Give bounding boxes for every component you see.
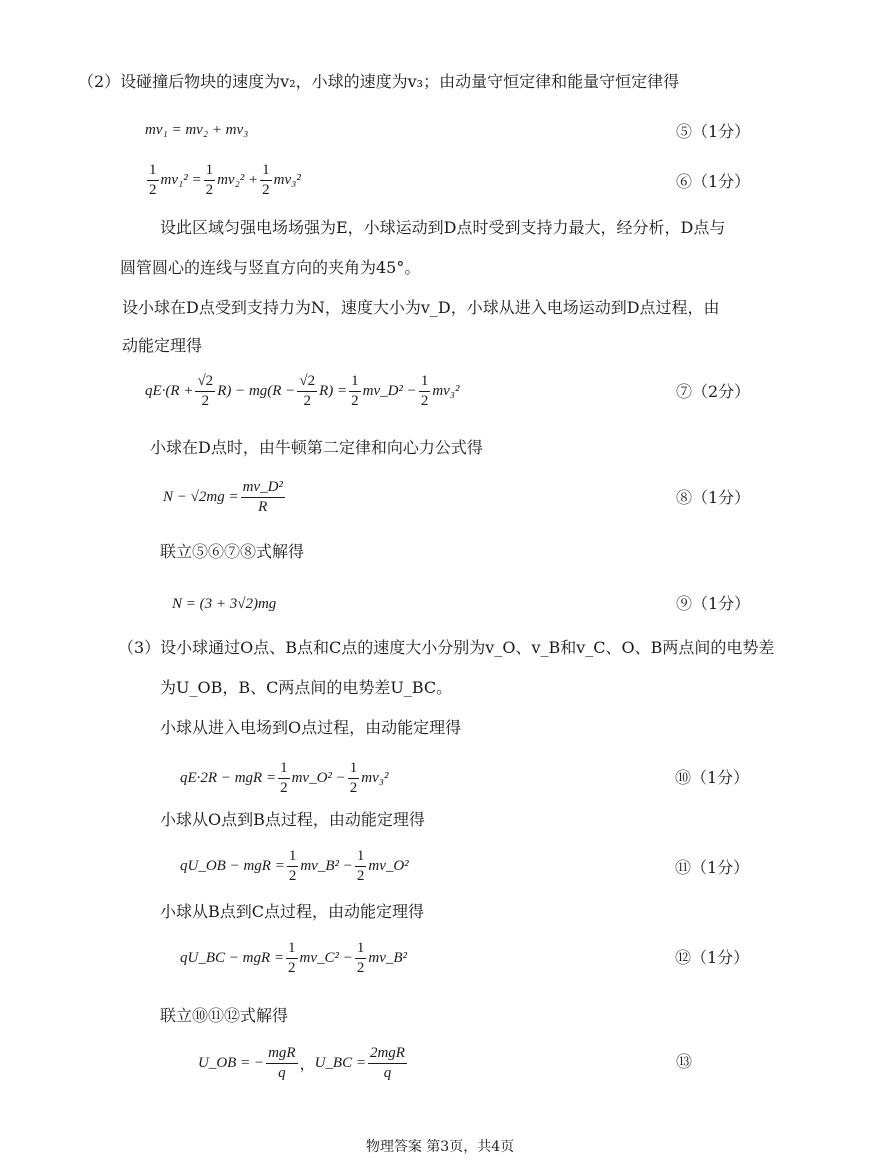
eq8-lhs: N − √2mg = [163,488,239,505]
equation-7 [145,368,460,414]
eq11-part-b: mv_O² [368,857,409,874]
half-fraction: $\frac{1}{2}$ [280,759,288,796]
eq9-score: ⑨（1分） [676,594,751,613]
sqrt2-over-2: $\frac{√2}{2}$ [197,372,214,409]
eq7-part-a: qE·(R + [145,382,194,399]
eq11-part-a: mv_B² − [300,857,353,874]
eq11-score: ⑪（1分） [675,858,750,877]
eq7-part-b: R) − mg(R − [217,382,296,399]
equation-5 [145,118,248,142]
eq13-fraction-1: $\frac{\text{mgR}}{q}$ [268,1044,296,1081]
eq10-part-b: mv₃² [361,769,389,786]
eq8-score: ⑧（1分） [676,488,751,507]
half-fraction: $\frac{1}{2}$ [149,161,157,198]
eq11-lhs: qU_OB − mgR = [180,857,285,874]
eq13-part-b: U_BC = [314,1054,366,1071]
sqrt2-over-2: $\frac{√2}{2}$ [299,372,316,409]
eq6-prefix: mv₁² = [160,171,202,188]
part3-intro: （3）设小球通过O点、B点和C点的速度大小分别为v_O、v_B和v_C、O、B两点间的电势差 [118,638,775,657]
part2-para2b: 动能定理得 [122,336,203,355]
half-fraction: $\frac{1}{2}$ [262,161,270,198]
part3-para2: 小球从O点到B点过程，由动能定理得 [160,810,425,829]
half-fraction: $\frac{1}{2}$ [356,939,365,976]
eq10-score: ⑩（1分） [675,768,750,787]
eq12-lhs: qU_BC − mgR = [180,949,284,966]
equation-6 [145,158,301,202]
part2-intro: （2）设碰撞后物块的速度为v₂，小球的速度为v₃；由动量守恒定律和能量守恒定律得 [78,72,680,91]
eq13-part-a: U_OB = − [198,1054,265,1071]
half-fraction: $\frac{1}{2}$ [205,161,214,198]
eq13-separator: ， [299,1056,315,1073]
eq7-part-c: R) = [319,382,348,399]
half-fraction: $\frac{1}{2}$ [356,847,365,884]
half-fraction: $\frac{1}{2}$ [288,939,296,976]
eq7-score: ⑦（2分） [676,382,751,401]
part3-intro2: 为U_OB，B、C两点间的电势差U_BC。 [160,678,453,697]
equation-11 [180,844,409,888]
eq5-rhs: = mv₂ + mv₃ [171,121,249,138]
part2-para1b: 圆管圆心的连线与竖直方向的夹角为45°。 [120,258,421,277]
eq5-score: ⑤（1分） [676,122,751,141]
half-fraction: $\frac{1}{2}$ [349,759,358,796]
eq13-fraction-2: $\frac{\text{2mgR}}{q}$ [369,1044,405,1081]
eq12-score: ⑫（1分） [675,948,750,967]
part3-para1: 小球从进入电场到O点过程，由动能定理得 [160,718,462,737]
eq7-part-e: mv₃² [432,382,460,399]
half-fraction: $\frac{1}{2}$ [288,847,297,884]
part2-para1: 设此区域匀强电场场强为E，小球运动到D点时受到支持力最大，经分析，D点与 [160,218,726,237]
half-fraction: $\frac{1}{2}$ [420,372,429,409]
half-fraction: $\frac{1}{2}$ [351,372,359,409]
part3-para4: 联立⑩⑪⑫式解得 [160,1006,289,1025]
equation-10 [180,756,388,800]
eq8-fraction: $\frac{\text{mv\_D²}}{R}$ [242,478,283,515]
eq6-suffix: mv₃² [273,171,301,188]
equation-9 [172,592,276,616]
eq12-part-a: mv_C² − [299,949,353,966]
eq7-part-d: mv_D² − [362,382,417,399]
eq10-part-a: mv_O² − [291,769,346,786]
eq10-lhs: qE·2R − mgR = [180,769,277,786]
eq9-text: N = (3 + 3√2)mg [172,595,277,612]
equation-13 [198,1040,409,1086]
part2-para3: 小球在D点时，由牛顿第二定律和向心力公式得 [150,438,483,457]
part2-para4: 联立⑤⑥⑦⑧式解得 [160,542,305,561]
part2-para2: 设小球在D点受到支持力为N，速度大小为v_D，小球从进入电场运动到D点过程，由 [122,298,720,317]
equation-12 [180,936,407,980]
eq6-mid: mv₂² + [217,171,259,188]
part3-para3: 小球从B点到C点过程，由动能定理得 [160,902,425,921]
eq13-score: ⑬ [676,1052,693,1071]
equation-8 [163,474,287,520]
eq6-score: ⑥（1分） [676,172,751,191]
eq5-lhs: mv₁ [145,121,168,138]
eq12-part-b: mv_B² [368,949,408,966]
page-footer: 物理答案 第3页，共4页 [365,1139,515,1155]
